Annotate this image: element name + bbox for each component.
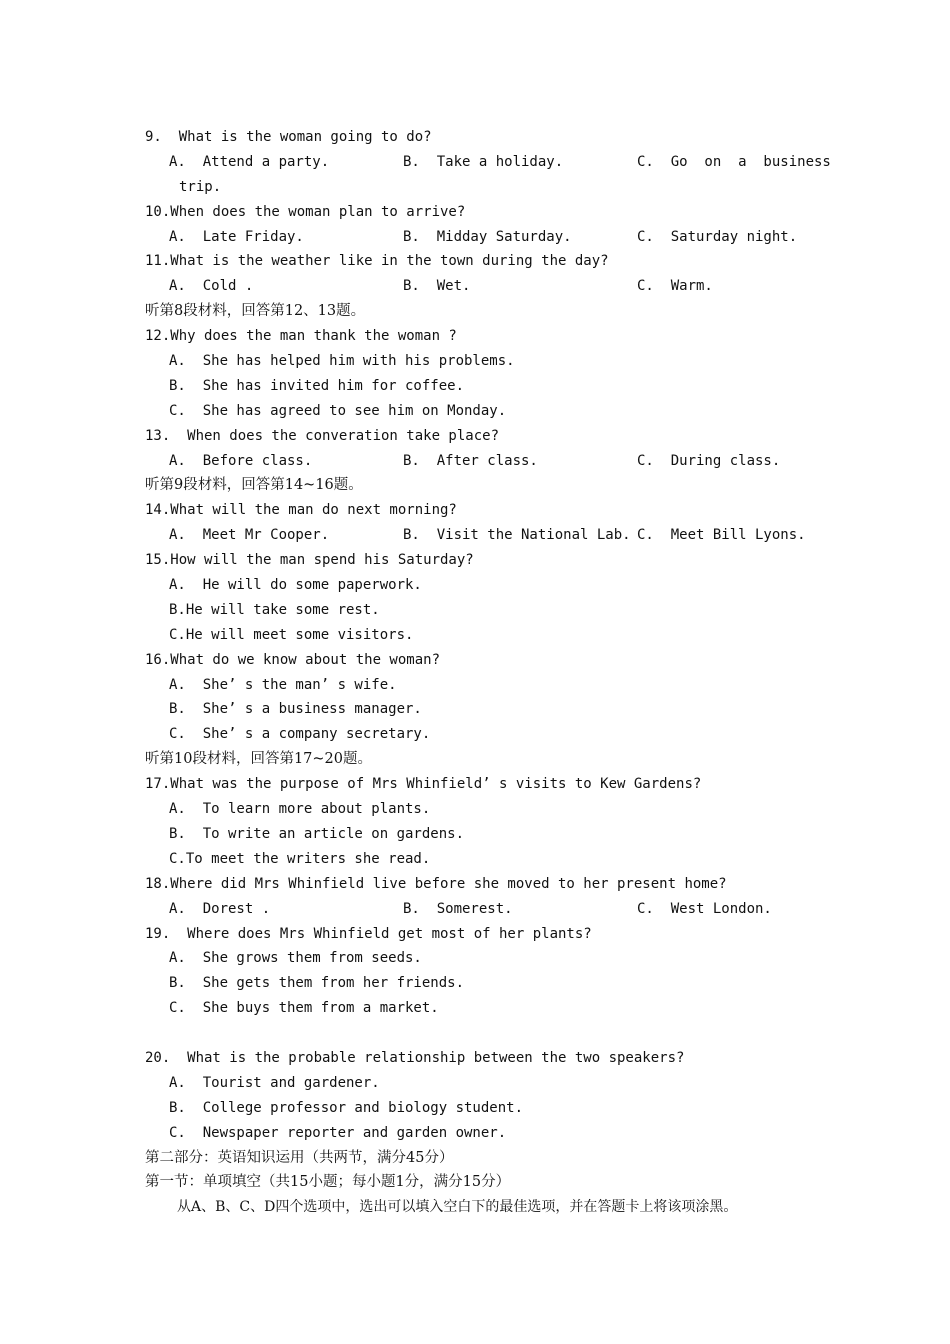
option-c: C.He will meet some visitors. xyxy=(169,626,414,643)
option-c: C. She has agreed to see him on Monday. xyxy=(169,402,507,419)
section-heading: 第一节：单项填空（共15小题；每小题1分，满分15分） xyxy=(145,1174,511,1191)
option-b: B. Midday Saturday. xyxy=(403,228,572,245)
question-stem: 16.What do we know about the woman? xyxy=(145,651,441,668)
question-stem: 12.Why does the man thank the woman ? xyxy=(145,328,457,345)
option-a: A. Meet Mr Cooper. xyxy=(169,527,330,544)
blank-line xyxy=(145,1021,815,1046)
option-a: A. She grows them from seeds. xyxy=(169,950,422,967)
option-row xyxy=(145,523,815,548)
option-b: B.He will take some rest. xyxy=(169,601,380,618)
instruction-text: 从A、B、C、D四个选项中，选出可以填入空白下的最佳选项，并在答题卡上将该项涂黑。 xyxy=(177,1199,738,1216)
question-stem: 11.What is the weather like in the town during the day? xyxy=(145,253,609,270)
question-stem: 15.How will the man spend his Saturday? xyxy=(145,552,474,569)
option-b: B. Somerest. xyxy=(403,900,513,917)
option-c: C. West London. xyxy=(637,900,772,917)
option-b: B. After class. xyxy=(403,452,538,469)
option-c: C. Meet Bill Lyons. xyxy=(637,527,806,544)
option-row xyxy=(145,449,815,474)
question-stem: 14.What will the man do next morning? xyxy=(145,502,457,519)
option-a: A. She has helped him with his problems. xyxy=(169,353,515,370)
question-stem: 9. What is the woman going to do? xyxy=(145,129,432,145)
question-stem: 10.When does the woman plan to arrive? xyxy=(145,203,466,220)
section-heading: 听第9段材料，回答第14~16题。 xyxy=(145,477,363,494)
option-c: C. Saturday night. xyxy=(637,228,798,245)
option-a: A. He will do some paperwork. xyxy=(169,577,422,594)
question-stem: 13. When does the converation take place? xyxy=(145,427,500,444)
option-a: A. She’ s the man’ s wife. xyxy=(169,676,397,693)
question-stem: 17.What was the purpose of Mrs Whinfield’ s visits to Kew Gardens? xyxy=(145,776,702,793)
exam-page xyxy=(145,125,831,1220)
option-row xyxy=(145,897,815,922)
section-heading: 听第8段材料，回答第12、13题。 xyxy=(145,303,366,320)
option-b: B. She gets them from her friends. xyxy=(169,975,465,992)
option-a: A. Tourist and gardener. xyxy=(169,1074,380,1091)
option-c: C. During class. xyxy=(637,452,781,469)
question-stem: 20. What is the probable relationship between the two speakers? xyxy=(145,1049,685,1066)
section-heading: 听第10段材料，回答第17~20题。 xyxy=(145,751,373,768)
option-c: C. Newspaper reporter and garden owner. xyxy=(169,1124,507,1141)
section-heading: 第二部分：英语知识运用（共两节，满分45分） xyxy=(145,1149,454,1166)
option-b: B. Take a holiday. xyxy=(403,153,564,170)
option-b: B. College professor and biology student. xyxy=(169,1099,524,1116)
option-b: B. Visit the National Lab. xyxy=(403,527,631,544)
option-b: B. To write an article on gardens. xyxy=(169,825,465,842)
option-c: C. She’ s a company secretary. xyxy=(169,726,431,743)
option-c: C. Warm. xyxy=(637,278,713,295)
option-b: B. Wet. xyxy=(403,278,471,295)
option-c: C.To meet the writers she read. xyxy=(169,850,431,867)
option-b: B. She’ s a business manager. xyxy=(169,701,422,718)
option-a: A. Late Friday. xyxy=(169,228,304,245)
option-continuation: trip. xyxy=(179,178,222,195)
option-a: A. Before class. xyxy=(169,452,313,469)
option-row xyxy=(145,274,815,299)
option-b: B. She has invited him for coffee. xyxy=(169,377,465,394)
option-row xyxy=(145,150,831,175)
option-a: A. To learn more about plants. xyxy=(169,801,431,818)
question-stem: 18.Where did Mrs Whinfield live before she moved to her present home? xyxy=(145,875,727,892)
option-c: C. She buys them from a market. xyxy=(169,1000,439,1017)
question-stem: 19. Where does Mrs Whinfield get most of her plants? xyxy=(145,925,592,942)
option-a: A. Attend a party. xyxy=(169,153,330,170)
option-a: A. Cold . xyxy=(169,278,254,295)
option-row xyxy=(145,225,815,250)
option-a: A. Dorest . xyxy=(169,900,271,917)
option-c: C. Go on a business xyxy=(637,153,831,170)
